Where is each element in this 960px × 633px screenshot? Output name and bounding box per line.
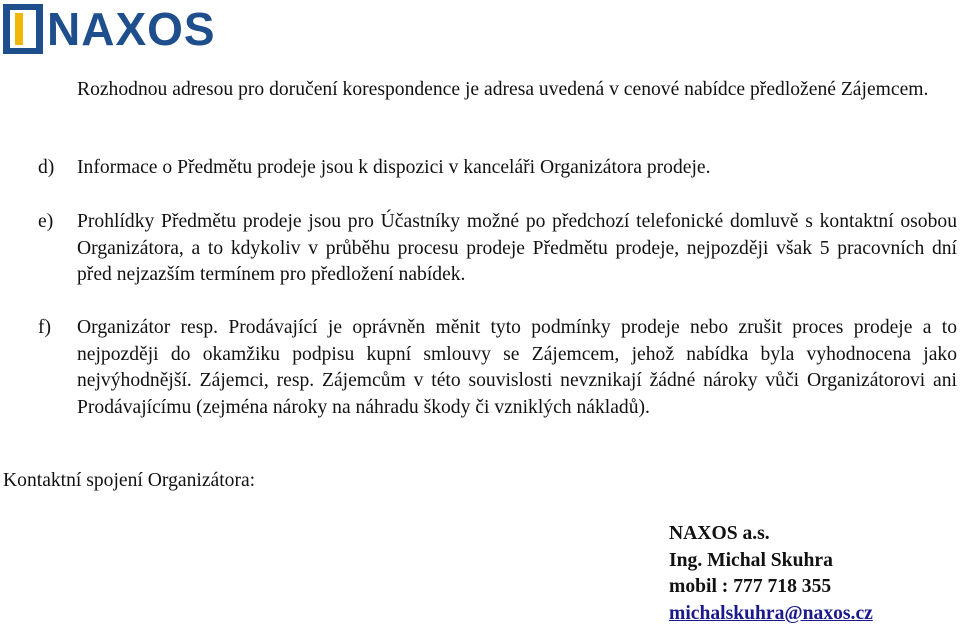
paragraph-e-text: Prohlídky Předmětu prodeje jsou pro Účastníky možné po předchozí telefonické domluvě s kontaktní osobou Organizátora, a to kdykoliv v průběhu procesu prodeje Předmětu prodeje, nejpozději však 5 pracovních dní před nejzazším termínem pro předložení nabídek. — [77, 211, 957, 285]
contact-email-link[interactable]: michalskuhra@naxos.cz — [669, 602, 873, 624]
paragraph-e-marker: e) — [38, 211, 54, 232]
paragraph-address — [77, 77, 957, 104]
paragraph-d-text: Informace o Předmětu prodeje jsou k dispozici v kanceláři Organizátora prodeje. — [77, 157, 711, 178]
contact-label: Kontaktní spojení Organizátora: — [3, 470, 256, 491]
naxos-logo-mark — [3, 4, 43, 54]
paragraph-f — [38, 315, 957, 421]
contact-block — [669, 521, 873, 627]
paragraph-d-marker: d) — [38, 157, 55, 178]
logo-text: NAXOS — [47, 3, 216, 55]
contact-company: NAXOS a.s. — [669, 523, 770, 544]
logo-mark-bar — [15, 13, 23, 45]
naxos-logo — [3, 3, 216, 55]
contact-name: Ing. Michal Skuhra — [669, 549, 833, 571]
contact-phone: mobil : 777 718 355 — [669, 576, 832, 597]
paragraph-d — [38, 155, 957, 182]
paragraph-f-text: Organizátor resp. Prodávající je oprávněn měnit tyto podmínky prodeje nebo zrušit proces prodeje a to nejpozději do okamžiku podpisu kupní smlouvy se Zájemcem, jehož nabídka byla vyhodnocena jako nejvýhodnější. Zájemci, resp. Zájemcům v této souvislosti nevznikají žádné nároky vůči Organizátorovi ani Prodávajícímu (zejména nároky na náhradu škody či vzniklých nákladů). — [77, 317, 957, 418]
paragraph-f-marker: f) — [38, 317, 52, 338]
paragraph-e — [38, 209, 957, 289]
paragraph-address-text: Rozhodnou adresou pro doručení korespondence je adresa uvedená v cenové nabídce předložené Zájemcem. — [77, 79, 929, 100]
